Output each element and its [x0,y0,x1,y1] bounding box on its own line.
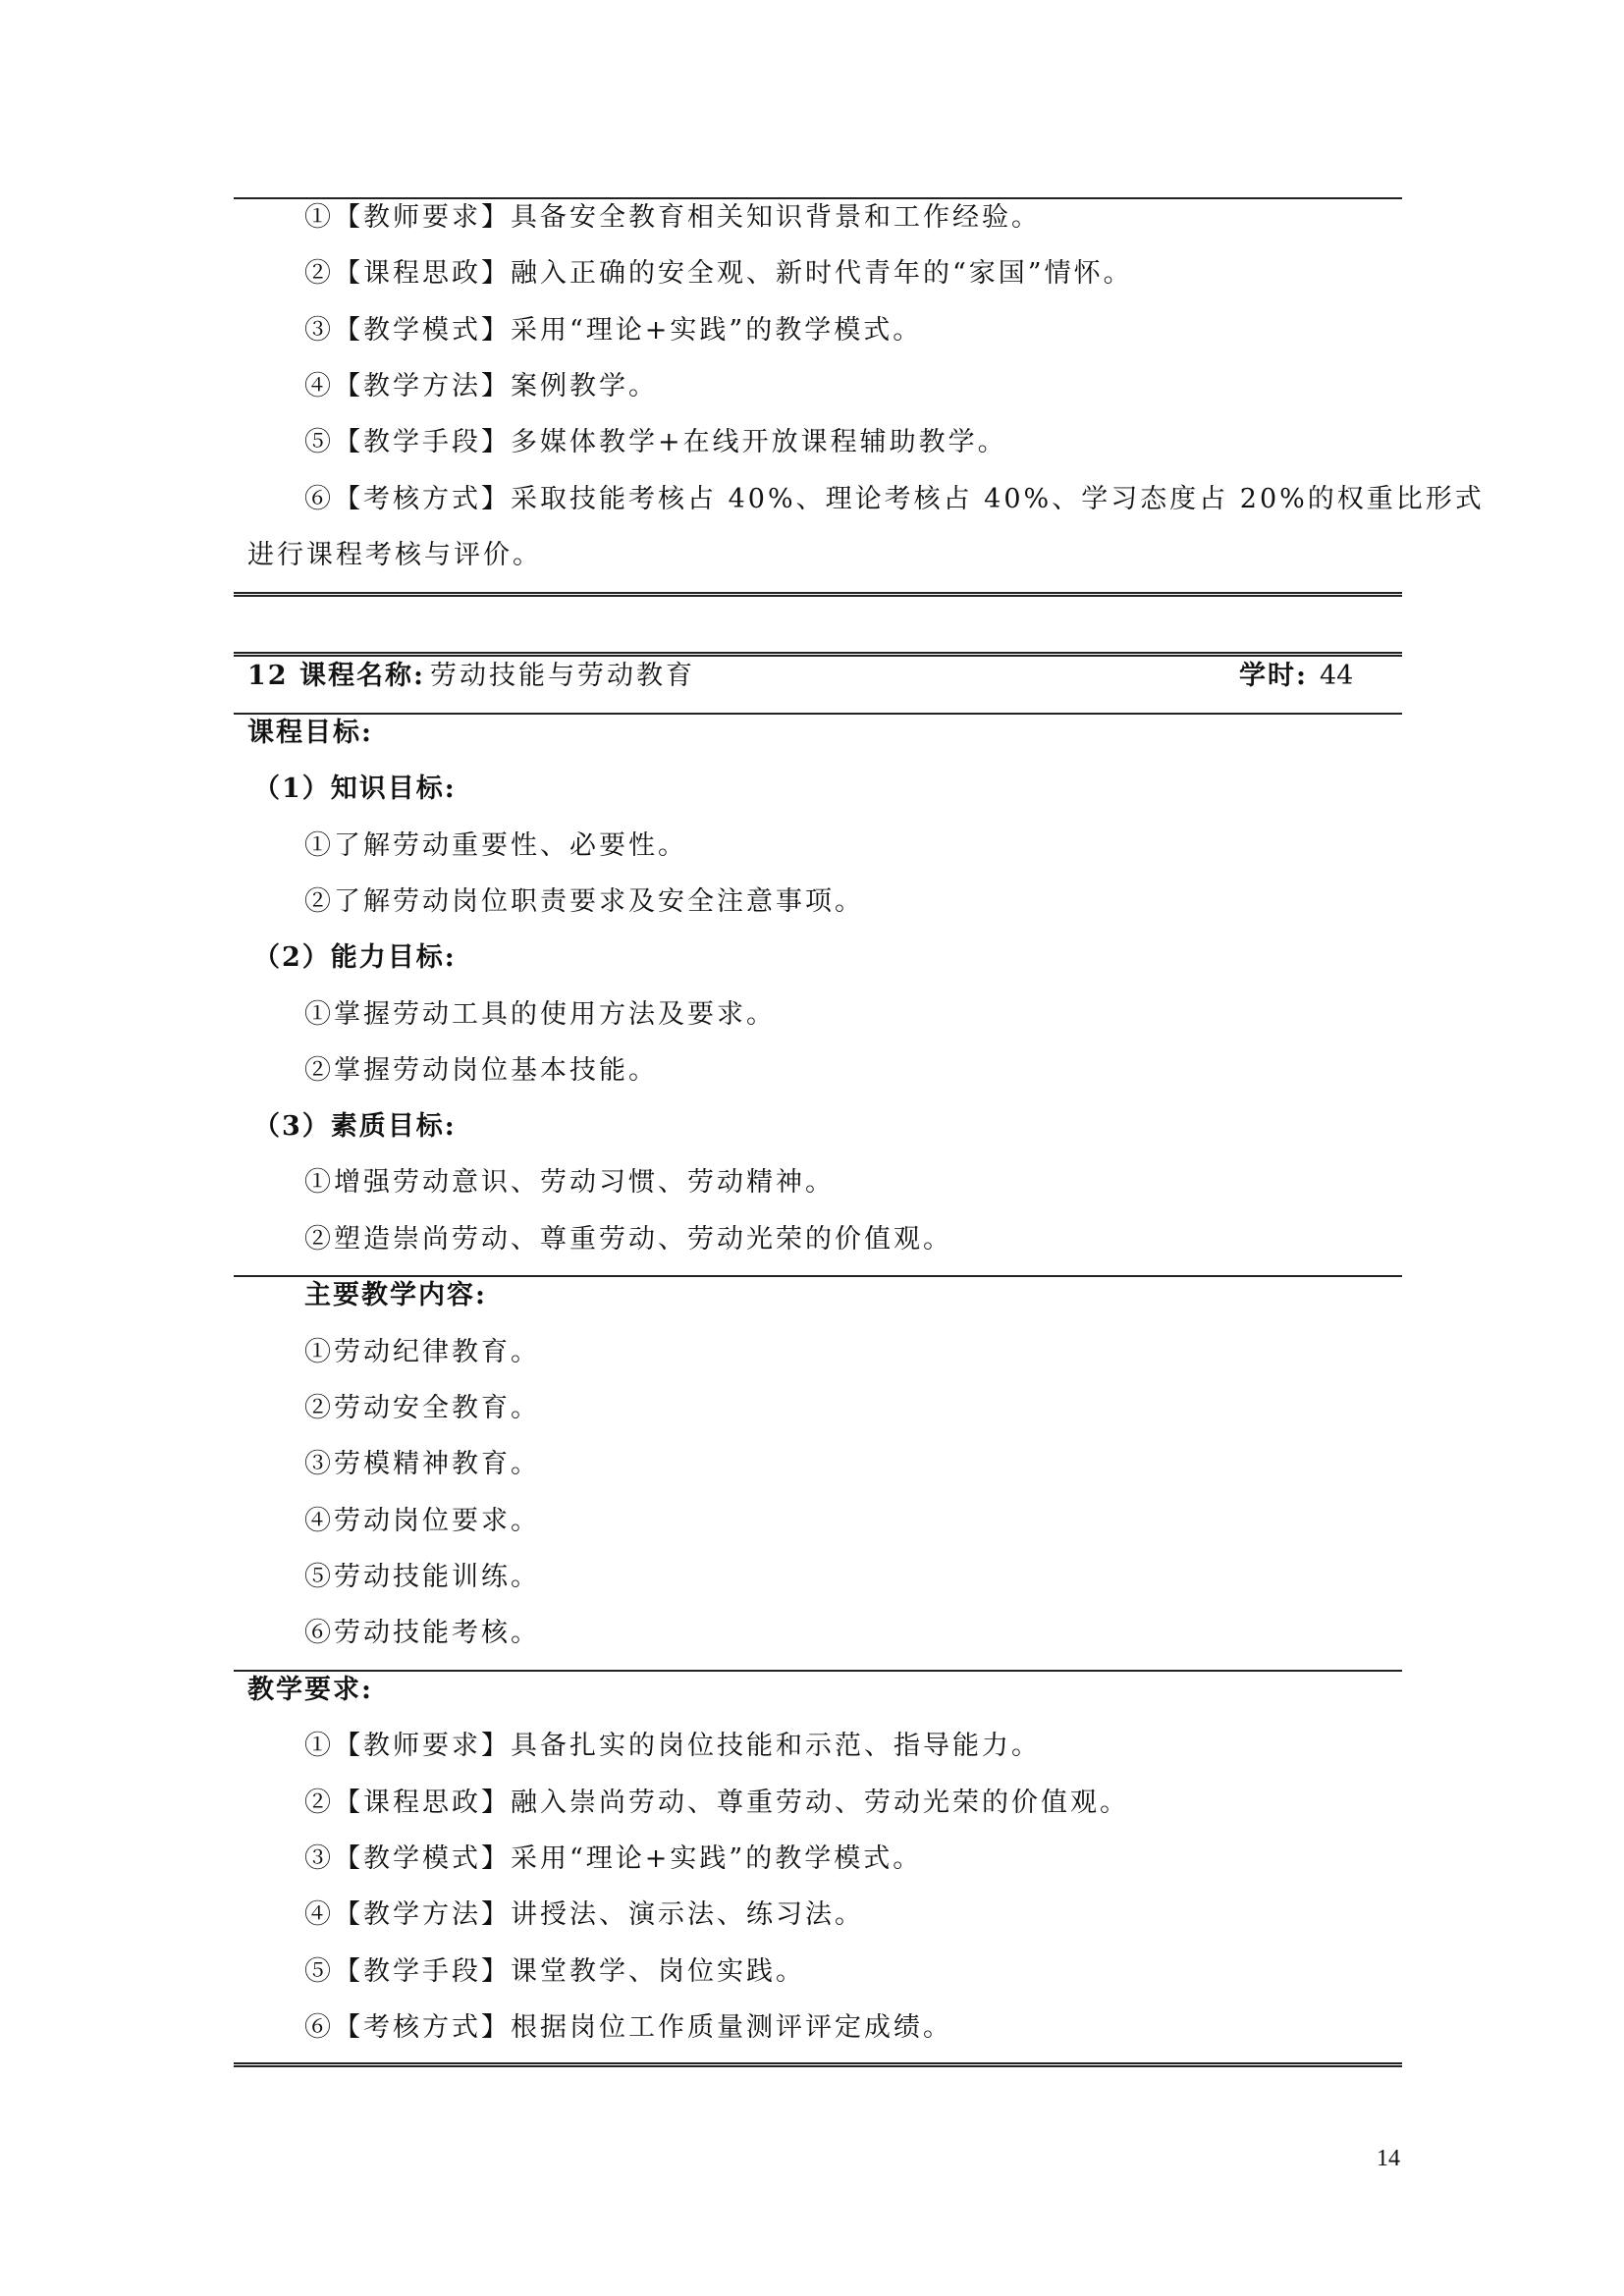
content-item-3: ③劳模精神教育。 [304,1449,540,1479]
requirement-item-5: ⑤【教学手段】课堂教学、岗位实践。 [304,1956,805,1987]
requirement-item-2: ②【课程思政】融入崇尚劳动、尊重劳动、劳动光荣的价值观。 [304,1788,1129,1818]
top-requirement-2: ②【课程思政】融入正确的安全观、新时代青年的“家国”情怀。 [304,258,1133,289]
ability-objective-1: ①掌握劳动工具的使用方法及要求。 [304,999,776,1030]
course-header-top-rule [234,652,1402,657]
course-header-bottom-rule [234,713,1402,715]
top-section-end-rule [234,592,1402,597]
top-requirement-1: ①【教师要求】具备安全教育相关知识背景和工作经验。 [304,202,1041,233]
requirement-item-1: ①【教师要求】具备扎实的岗位技能和示范、指导能力。 [304,1731,1041,1761]
top-rule [234,197,1402,199]
course-hours-label: 学时: [1239,661,1308,691]
content-item-4: ④劳动岗位要求。 [304,1506,540,1536]
quality-objectives-heading: （3）素质目标: [253,1111,457,1142]
knowledge-objective-2: ②了解劳动岗位职责要求及安全注意事项。 [304,886,864,917]
requirement-item-6: ⑥【考核方式】根据岗位工作质量测评评定成绩。 [304,2012,952,2043]
content-item-6: ⑥劳动技能考核。 [304,1618,540,1648]
requirements-heading: 教学要求: [247,1675,373,1705]
course-end-rule [234,2062,1402,2067]
content-item-1: ①劳动纪律教育。 [304,1337,540,1367]
course-hours-value: 44 [1320,661,1354,691]
knowledge-objectives-heading: （1）知识目标: [253,774,457,804]
top-requirement-4: ④【教学方法】案例教学。 [304,371,658,401]
course-name: 劳动技能与劳动教育 [430,661,695,691]
top-requirement-6: ⑥【考核方式】采取技能考核占 40%、理论考核占 40%、学习态度占 20%的权重比形式 [304,484,1485,514]
quality-objective-1: ①增强劳动意识、劳动习惯、劳动精神。 [304,1167,835,1198]
ability-objectives-heading: （2）能力目标: [253,942,457,973]
content-item-2: ②劳动安全教育。 [304,1393,540,1423]
course-number-label: 12 课程名称: [247,661,425,691]
knowledge-objective-1: ①了解劳动重要性、必要性。 [304,830,687,861]
ability-objective-2: ②掌握劳动岗位基本技能。 [304,1055,658,1086]
requirement-item-3: ③【教学模式】采用“理论+实践”的教学模式。 [304,1843,923,1874]
content-heading: 主要教学内容: [304,1280,487,1310]
content-bottom-rule [234,1670,1402,1672]
objectives-bottom-rule [234,1275,1402,1277]
objectives-heading: 课程目标: [247,718,373,748]
top-requirement-5: ⑤【教学手段】多媒体教学+在线开放课程辅助教学。 [304,427,1007,457]
content-item-5: ⑤劳动技能训练。 [304,1562,540,1592]
top-requirement-3: ③【教学模式】采用“理论+实践”的教学模式。 [304,315,923,346]
top-requirement-6-continuation: 进行课程考核与评价。 [247,540,542,570]
quality-objective-2: ②塑造崇尚劳动、尊重劳动、劳动光荣的价值观。 [304,1224,952,1255]
page-number: 14 [1377,2146,1400,2171]
requirement-item-4: ④【教学方法】讲授法、演示法、练习法。 [304,1899,864,1930]
